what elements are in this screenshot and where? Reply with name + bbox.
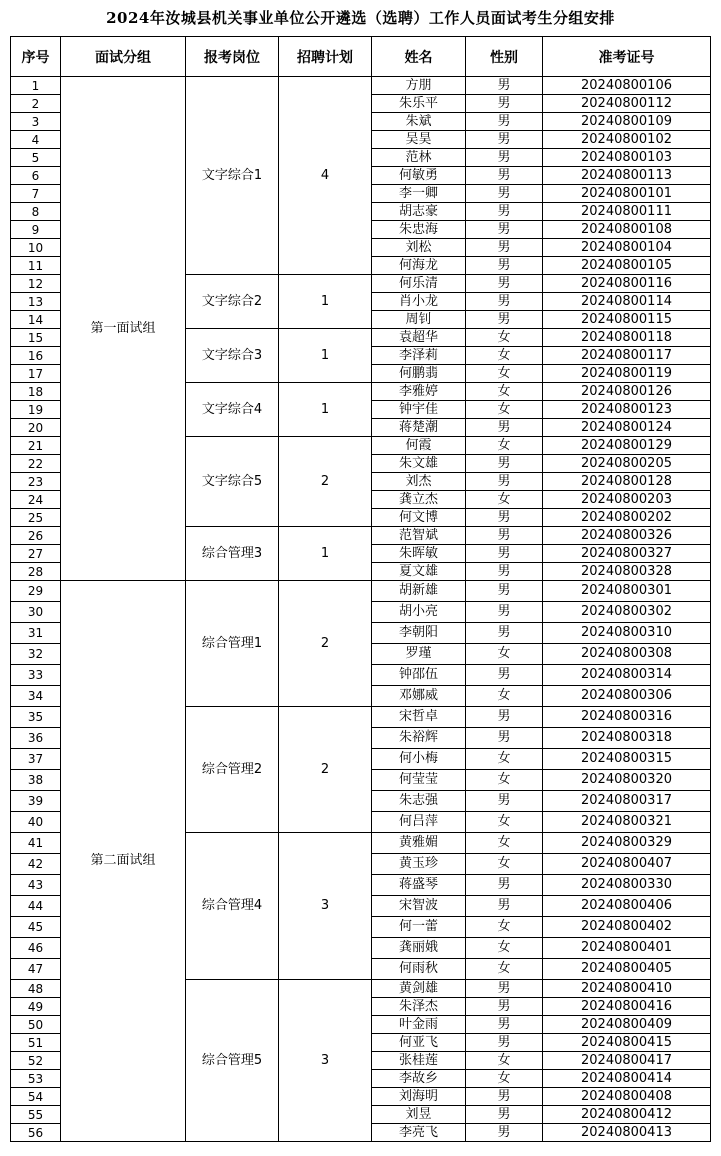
name-cell: 朱志强 <box>372 791 466 812</box>
gender-cell: 女 <box>466 347 543 365</box>
post-cell: 文字综合4 <box>186 383 279 437</box>
name-cell: 钟宇佳 <box>372 401 466 419</box>
seq-cell: 54 <box>11 1088 61 1106</box>
name-cell: 宋哲卓 <box>372 707 466 728</box>
ticket-cell: 20240800414 <box>543 1070 711 1088</box>
seq-cell: 14 <box>11 311 61 329</box>
plan-cell: 1 <box>279 383 372 437</box>
ticket-cell: 20240800409 <box>543 1016 711 1034</box>
gender-cell: 女 <box>466 437 543 455</box>
ticket-cell: 20240800203 <box>543 491 711 509</box>
gender-cell: 男 <box>466 203 543 221</box>
gender-cell: 男 <box>466 77 543 95</box>
seq-cell: 27 <box>11 545 61 563</box>
name-cell: 何小梅 <box>372 749 466 770</box>
ticket-cell: 20240800301 <box>543 581 711 602</box>
gender-cell: 女 <box>466 917 543 938</box>
gender-cell: 女 <box>466 329 543 347</box>
ticket-cell: 20240800104 <box>543 239 711 257</box>
gender-cell: 男 <box>466 455 543 473</box>
gender-cell: 男 <box>466 1034 543 1052</box>
name-cell: 肖小龙 <box>372 293 466 311</box>
ticket-cell: 20240800316 <box>543 707 711 728</box>
name-cell: 刘杰 <box>372 473 466 491</box>
post-cell: 文字综合1 <box>186 77 279 275</box>
name-cell: 朱斌 <box>372 113 466 131</box>
seq-cell: 42 <box>11 854 61 875</box>
header-name: 姓名 <box>372 37 466 77</box>
group-cell: 第二面试组 <box>61 581 186 1142</box>
name-cell: 龚丽娥 <box>372 938 466 959</box>
seq-cell: 31 <box>11 623 61 644</box>
name-cell: 袁超华 <box>372 329 466 347</box>
gender-cell: 男 <box>466 563 543 581</box>
gender-cell: 男 <box>466 275 543 293</box>
name-cell: 朱晖敏 <box>372 545 466 563</box>
interview-schedule-table <box>10 36 711 1142</box>
seq-cell: 45 <box>11 917 61 938</box>
name-cell: 范智斌 <box>372 527 466 545</box>
ticket-cell: 20240800102 <box>543 131 711 149</box>
ticket-cell: 20240800302 <box>543 602 711 623</box>
gender-cell: 男 <box>466 113 543 131</box>
name-cell: 何海龙 <box>372 257 466 275</box>
header-plan: 招聘计划 <box>279 37 372 77</box>
post-cell: 文字综合3 <box>186 329 279 383</box>
post-cell: 综合管理5 <box>186 980 279 1142</box>
name-cell: 何鹏翡 <box>372 365 466 383</box>
plan-cell: 1 <box>279 275 372 329</box>
ticket-cell: 20240800116 <box>543 275 711 293</box>
plan-cell: 2 <box>279 437 372 527</box>
table-row <box>11 581 711 602</box>
gender-cell: 女 <box>466 383 543 401</box>
name-cell: 宋智波 <box>372 896 466 917</box>
gender-cell: 女 <box>466 1052 543 1070</box>
name-cell: 何雨秋 <box>372 959 466 980</box>
header-ticket: 准考证号 <box>543 37 711 77</box>
name-cell: 何敏勇 <box>372 167 466 185</box>
gender-cell: 女 <box>466 938 543 959</box>
header-row <box>11 37 711 77</box>
gender-cell: 男 <box>466 602 543 623</box>
name-cell: 朱忠海 <box>372 221 466 239</box>
seq-cell: 8 <box>11 203 61 221</box>
seq-cell: 38 <box>11 770 61 791</box>
ticket-cell: 20240800123 <box>543 401 711 419</box>
name-cell: 李一卿 <box>372 185 466 203</box>
table-row <box>11 77 711 95</box>
ticket-cell: 20240800202 <box>543 509 711 527</box>
gender-cell: 男 <box>466 527 543 545</box>
ticket-cell: 20240800401 <box>543 938 711 959</box>
name-cell: 何莹莹 <box>372 770 466 791</box>
seq-cell: 47 <box>11 959 61 980</box>
ticket-cell: 20240800328 <box>543 563 711 581</box>
ticket-cell: 20240800128 <box>543 473 711 491</box>
name-cell: 朱乐平 <box>372 95 466 113</box>
name-cell: 何吕萍 <box>372 812 466 833</box>
seq-cell: 3 <box>11 113 61 131</box>
seq-cell: 44 <box>11 896 61 917</box>
seq-cell: 30 <box>11 602 61 623</box>
ticket-cell: 20240800308 <box>543 644 711 665</box>
ticket-cell: 20240800402 <box>543 917 711 938</box>
name-cell: 邓娜威 <box>372 686 466 707</box>
gender-cell: 女 <box>466 854 543 875</box>
gender-cell: 男 <box>466 665 543 686</box>
name-cell: 方朋 <box>372 77 466 95</box>
seq-cell: 55 <box>11 1106 61 1124</box>
seq-cell: 11 <box>11 257 61 275</box>
gender-cell: 男 <box>466 1124 543 1142</box>
header-gender: 性别 <box>466 37 543 77</box>
name-cell: 钟邵伍 <box>372 665 466 686</box>
gender-cell: 男 <box>466 728 543 749</box>
name-cell: 何一蕾 <box>372 917 466 938</box>
ticket-cell: 20240800113 <box>543 167 711 185</box>
gender-cell: 男 <box>466 1088 543 1106</box>
ticket-cell: 20240800405 <box>543 959 711 980</box>
name-cell: 夏文雄 <box>372 563 466 581</box>
seq-cell: 32 <box>11 644 61 665</box>
ticket-cell: 20240800318 <box>543 728 711 749</box>
seq-cell: 26 <box>11 527 61 545</box>
ticket-cell: 20240800101 <box>543 185 711 203</box>
gender-cell: 女 <box>466 749 543 770</box>
gender-cell: 男 <box>466 95 543 113</box>
header-group: 面试分组 <box>61 37 186 77</box>
seq-cell: 40 <box>11 812 61 833</box>
ticket-cell: 20240800114 <box>543 293 711 311</box>
name-cell: 朱泽杰 <box>372 998 466 1016</box>
ticket-cell: 20240800320 <box>543 770 711 791</box>
ticket-cell: 20240800126 <box>543 383 711 401</box>
gender-cell: 男 <box>466 509 543 527</box>
seq-cell: 49 <box>11 998 61 1016</box>
ticket-cell: 20240800417 <box>543 1052 711 1070</box>
seq-cell: 15 <box>11 329 61 347</box>
name-cell: 胡新雄 <box>372 581 466 602</box>
seq-cell: 21 <box>11 437 61 455</box>
name-cell: 李亮飞 <box>372 1124 466 1142</box>
seq-cell: 4 <box>11 131 61 149</box>
ticket-cell: 20240800412 <box>543 1106 711 1124</box>
name-cell: 胡小亮 <box>372 602 466 623</box>
ticket-cell: 20240800326 <box>543 527 711 545</box>
seq-cell: 35 <box>11 707 61 728</box>
ticket-cell: 20240800108 <box>543 221 711 239</box>
seq-cell: 33 <box>11 665 61 686</box>
seq-cell: 5 <box>11 149 61 167</box>
gender-cell: 男 <box>466 293 543 311</box>
seq-cell: 51 <box>11 1034 61 1052</box>
name-cell: 何霞 <box>372 437 466 455</box>
name-cell: 何亚飞 <box>372 1034 466 1052</box>
seq-cell: 7 <box>11 185 61 203</box>
post-cell: 文字综合2 <box>186 275 279 329</box>
name-cell: 蒋盛琴 <box>372 875 466 896</box>
gender-cell: 男 <box>466 1016 543 1034</box>
post-cell: 综合管理2 <box>186 707 279 833</box>
seq-cell: 9 <box>11 221 61 239</box>
seq-cell: 50 <box>11 1016 61 1034</box>
gender-cell: 男 <box>466 545 543 563</box>
seq-cell: 1 <box>11 77 61 95</box>
name-cell: 刘松 <box>372 239 466 257</box>
header-seq: 序号 <box>11 37 61 77</box>
plan-cell: 1 <box>279 329 372 383</box>
name-cell: 何文博 <box>372 509 466 527</box>
ticket-cell: 20240800115 <box>543 311 711 329</box>
seq-cell: 18 <box>11 383 61 401</box>
ticket-cell: 20240800315 <box>543 749 711 770</box>
ticket-cell: 20240800118 <box>543 329 711 347</box>
ticket-cell: 20240800306 <box>543 686 711 707</box>
plan-cell: 3 <box>279 980 372 1142</box>
gender-cell: 女 <box>466 365 543 383</box>
page-title: 2024年汝城县机关事业单位公开遴选（选聘）工作人员面试考生分组安排 <box>106 9 615 27</box>
seq-cell: 46 <box>11 938 61 959</box>
name-cell: 刘海明 <box>372 1088 466 1106</box>
ticket-cell: 20240800106 <box>543 77 711 95</box>
gender-cell: 女 <box>466 491 543 509</box>
name-cell: 黄雅媚 <box>372 833 466 854</box>
seq-cell: 37 <box>11 749 61 770</box>
gender-cell: 男 <box>466 419 543 437</box>
gender-cell: 男 <box>466 623 543 644</box>
gender-cell: 男 <box>466 221 543 239</box>
seq-cell: 56 <box>11 1124 61 1142</box>
name-cell: 刘昱 <box>372 1106 466 1124</box>
gender-cell: 女 <box>466 1070 543 1088</box>
gender-cell: 男 <box>466 998 543 1016</box>
seq-cell: 41 <box>11 833 61 854</box>
plan-cell: 1 <box>279 527 372 581</box>
group-cell: 第一面试组 <box>61 77 186 581</box>
ticket-cell: 20240800330 <box>543 875 711 896</box>
plan-cell: 3 <box>279 833 372 980</box>
seq-cell: 39 <box>11 791 61 812</box>
plan-cell: 2 <box>279 581 372 707</box>
gender-cell: 女 <box>466 833 543 854</box>
gender-cell: 女 <box>466 812 543 833</box>
post-cell: 文字综合5 <box>186 437 279 527</box>
gender-cell: 男 <box>466 581 543 602</box>
gender-cell: 男 <box>466 707 543 728</box>
name-cell: 胡志豪 <box>372 203 466 221</box>
ticket-cell: 20240800329 <box>543 833 711 854</box>
name-cell: 朱文雄 <box>372 455 466 473</box>
header-post: 报考岗位 <box>186 37 279 77</box>
name-cell: 张桂莲 <box>372 1052 466 1070</box>
gender-cell: 女 <box>466 959 543 980</box>
gender-cell: 女 <box>466 401 543 419</box>
name-cell: 黄剑雄 <box>372 980 466 998</box>
gender-cell: 男 <box>466 149 543 167</box>
gender-cell: 男 <box>466 257 543 275</box>
seq-cell: 10 <box>11 239 61 257</box>
ticket-cell: 20240800117 <box>543 347 711 365</box>
name-cell: 朱裕辉 <box>372 728 466 749</box>
seq-cell: 22 <box>11 455 61 473</box>
name-cell: 龚立杰 <box>372 491 466 509</box>
seq-cell: 34 <box>11 686 61 707</box>
gender-cell: 女 <box>466 644 543 665</box>
seq-cell: 48 <box>11 980 61 998</box>
seq-cell: 25 <box>11 509 61 527</box>
seq-cell: 13 <box>11 293 61 311</box>
ticket-cell: 20240800327 <box>543 545 711 563</box>
seq-cell: 24 <box>11 491 61 509</box>
post-cell: 综合管理4 <box>186 833 279 980</box>
seq-cell: 28 <box>11 563 61 581</box>
gender-cell: 男 <box>466 167 543 185</box>
gender-cell: 女 <box>466 770 543 791</box>
ticket-cell: 20240800416 <box>543 998 711 1016</box>
seq-cell: 53 <box>11 1070 61 1088</box>
name-cell: 叶金雨 <box>372 1016 466 1034</box>
gender-cell: 男 <box>466 875 543 896</box>
name-cell: 何乐清 <box>372 275 466 293</box>
seq-cell: 2 <box>11 95 61 113</box>
seq-cell: 16 <box>11 347 61 365</box>
gender-cell: 男 <box>466 239 543 257</box>
seq-cell: 36 <box>11 728 61 749</box>
gender-cell: 男 <box>466 311 543 329</box>
ticket-cell: 20240800109 <box>543 113 711 131</box>
seq-cell: 29 <box>11 581 61 602</box>
name-cell: 吴昊 <box>372 131 466 149</box>
post-cell: 综合管理1 <box>186 581 279 707</box>
plan-cell: 2 <box>279 707 372 833</box>
gender-cell: 男 <box>466 980 543 998</box>
ticket-cell: 20240800413 <box>543 1124 711 1142</box>
seq-cell: 23 <box>11 473 61 491</box>
name-cell: 范林 <box>372 149 466 167</box>
seq-cell: 12 <box>11 275 61 293</box>
ticket-cell: 20240800415 <box>543 1034 711 1052</box>
seq-cell: 20 <box>11 419 61 437</box>
name-cell: 李朝阳 <box>372 623 466 644</box>
gender-cell: 女 <box>466 686 543 707</box>
plan-cell: 4 <box>279 77 372 275</box>
ticket-cell: 20240800407 <box>543 854 711 875</box>
ticket-cell: 20240800321 <box>543 812 711 833</box>
name-cell: 李故乡 <box>372 1070 466 1088</box>
gender-cell: 男 <box>466 473 543 491</box>
seq-cell: 17 <box>11 365 61 383</box>
ticket-cell: 20240800124 <box>543 419 711 437</box>
ticket-cell: 20240800205 <box>543 455 711 473</box>
seq-cell: 43 <box>11 875 61 896</box>
ticket-cell: 20240800406 <box>543 896 711 917</box>
ticket-cell: 20240800119 <box>543 365 711 383</box>
name-cell: 李雅婷 <box>372 383 466 401</box>
post-cell: 综合管理3 <box>186 527 279 581</box>
ticket-cell: 20240800410 <box>543 980 711 998</box>
ticket-cell: 20240800129 <box>543 437 711 455</box>
seq-cell: 19 <box>11 401 61 419</box>
ticket-cell: 20240800408 <box>543 1088 711 1106</box>
seq-cell: 6 <box>11 167 61 185</box>
gender-cell: 男 <box>466 1106 543 1124</box>
name-cell: 李泽莉 <box>372 347 466 365</box>
name-cell: 周钊 <box>372 311 466 329</box>
ticket-cell: 20240800314 <box>543 665 711 686</box>
gender-cell: 男 <box>466 896 543 917</box>
ticket-cell: 20240800310 <box>543 623 711 644</box>
table-body <box>11 77 711 1142</box>
seq-cell: 52 <box>11 1052 61 1070</box>
gender-cell: 男 <box>466 791 543 812</box>
ticket-cell: 20240800111 <box>543 203 711 221</box>
name-cell: 罗瑾 <box>372 644 466 665</box>
ticket-cell: 20240800112 <box>543 95 711 113</box>
ticket-cell: 20240800105 <box>543 257 711 275</box>
name-cell: 蒋楚潮 <box>372 419 466 437</box>
ticket-cell: 20240800103 <box>543 149 711 167</box>
ticket-cell: 20240800317 <box>543 791 711 812</box>
gender-cell: 男 <box>466 185 543 203</box>
name-cell: 黄玉珍 <box>372 854 466 875</box>
gender-cell: 男 <box>466 131 543 149</box>
